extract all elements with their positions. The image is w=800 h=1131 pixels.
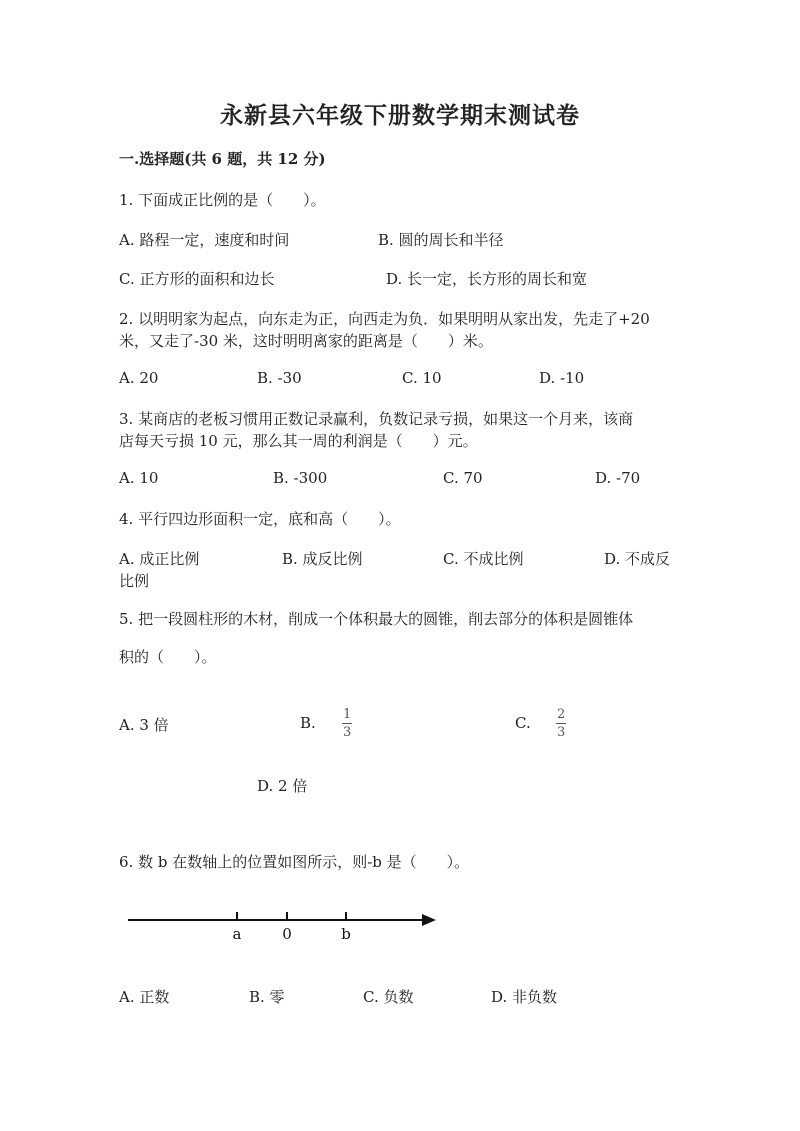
q2-stem-line2: 米，又走了-30 米，这时明明离家的距离是（ ）米。 bbox=[119, 332, 493, 350]
q5-option-c-numerator: 2 bbox=[557, 707, 566, 722]
fraction-bar bbox=[556, 723, 566, 724]
number-line-figure bbox=[120, 900, 450, 945]
q5-option-b-numerator: 1 bbox=[343, 707, 352, 722]
q6-option-d[interactable]: D. 非负数 bbox=[491, 988, 558, 1006]
q5-option-b[interactable] bbox=[300, 714, 316, 732]
q5-option-b-label: B. bbox=[300, 714, 316, 732]
q5-option-c-fraction bbox=[556, 708, 566, 739]
q3-option-c[interactable]: C. 70 bbox=[443, 469, 483, 487]
q3-option-a[interactable]: A. 10 bbox=[119, 469, 159, 487]
section-heading: 一.选择题(共 6 题，共 12 分) bbox=[119, 150, 326, 168]
q1-option-c[interactable]: C. 正方形的面积和边长 bbox=[119, 270, 275, 288]
q3-stem-line1: 3. 某商店的老板习惯用正数记录赢利，负数记录亏损，如果这一个月来，该商 bbox=[119, 410, 634, 428]
q1-stem: 1. 下面成正比例的是（ ）。 bbox=[119, 191, 326, 209]
q2-stem-line1: 2. 以明明家为起点，向东走为正，向西走为负．如果明明从家出发，先走了+20 bbox=[119, 310, 650, 328]
q2-option-b[interactable]: B. -30 bbox=[257, 369, 302, 387]
q5-option-d[interactable]: D. 2 倍 bbox=[257, 777, 308, 795]
q4-option-d-continuation: 比例 bbox=[119, 572, 150, 590]
q4-option-a[interactable]: A. 成正比例 bbox=[119, 550, 200, 568]
q5-option-c[interactable] bbox=[515, 714, 531, 732]
q4-option-d[interactable]: D. 不成反 bbox=[604, 550, 671, 568]
q5-stem-line2: 积的（ ）。 bbox=[119, 648, 217, 666]
q6-option-c[interactable]: C. 负数 bbox=[363, 988, 414, 1006]
fraction-bar bbox=[342, 723, 352, 724]
q2-option-a[interactable]: A. 20 bbox=[119, 369, 159, 387]
q3-stem-line2: 店每天亏损 10 元，那么其一周的利润是（ ）元。 bbox=[119, 432, 478, 450]
axis-label-zero: 0 bbox=[282, 925, 292, 943]
axis-label-b: b bbox=[341, 925, 351, 943]
q5-option-c-denominator: 3 bbox=[557, 725, 566, 740]
q5-option-c-label: C. bbox=[515, 714, 531, 732]
q5-option-b-fraction bbox=[342, 708, 352, 739]
q2-option-d[interactable]: D. -10 bbox=[539, 369, 585, 387]
q1-option-d[interactable]: D. 长一定，长方形的周长和宽 bbox=[386, 270, 588, 288]
arrow-head-icon bbox=[422, 914, 436, 926]
q5-option-a[interactable]: A. 3 倍 bbox=[119, 716, 169, 734]
axis-label-a: a bbox=[232, 925, 242, 943]
page-title: 永新县六年级下册数学期末测试卷 bbox=[220, 102, 580, 129]
q5-option-b-denominator: 3 bbox=[343, 725, 352, 740]
q6-option-a[interactable]: A. 正数 bbox=[119, 988, 170, 1006]
q1-option-b[interactable]: B. 圆的周长和半径 bbox=[378, 231, 504, 249]
q4-stem: 4. 平行四边形面积一定，底和高（ ）。 bbox=[119, 510, 401, 528]
q4-option-b[interactable]: B. 成反比例 bbox=[282, 550, 363, 568]
q1-option-a[interactable]: A. 路程一定，速度和时间 bbox=[119, 231, 290, 249]
q2-option-c[interactable]: C. 10 bbox=[402, 369, 442, 387]
q6-stem: 6. 数 b 在数轴上的位置如图所示，则-b 是（ ）。 bbox=[119, 853, 470, 871]
q3-option-d[interactable]: D. -70 bbox=[595, 469, 641, 487]
q5-stem-line1: 5. 把一段圆柱形的木材，削成一个体积最大的圆锥，削去部分的体积是圆锥体 bbox=[119, 610, 634, 628]
q3-option-b[interactable]: B. -300 bbox=[273, 469, 328, 487]
q6-option-b[interactable]: B. 零 bbox=[249, 988, 285, 1006]
q4-option-c[interactable]: C. 不成比例 bbox=[443, 550, 524, 568]
